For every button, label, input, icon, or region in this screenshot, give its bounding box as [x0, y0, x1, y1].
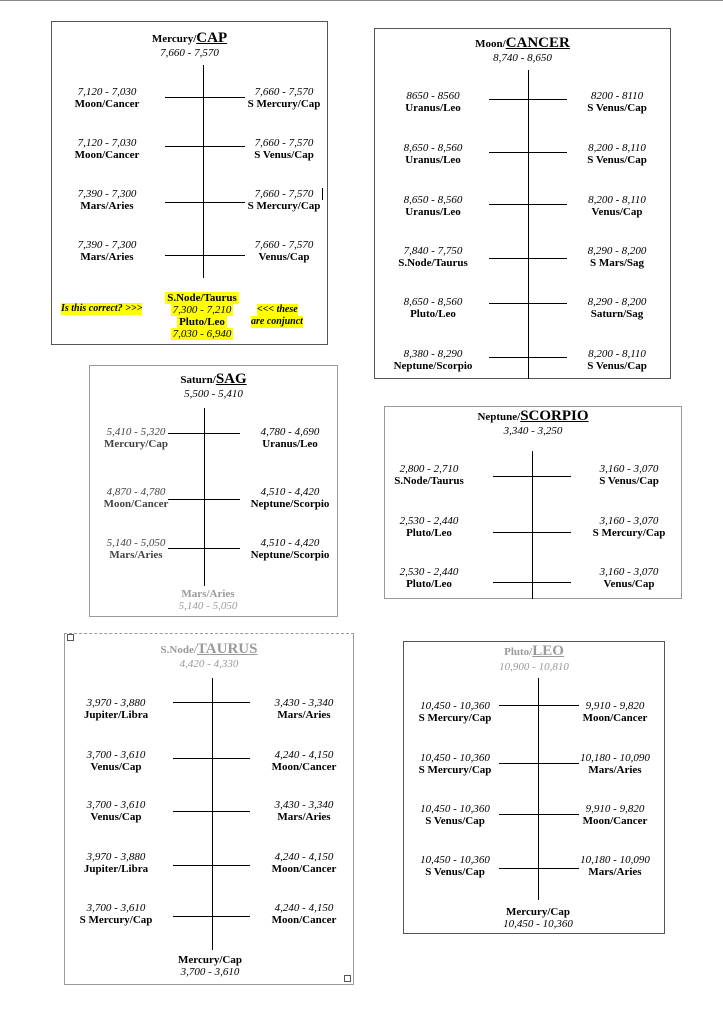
panel-title — [65, 643, 353, 657]
connector-line — [173, 702, 250, 703]
panel-mercury-cap — [51, 21, 328, 345]
vertical-axis — [538, 678, 539, 900]
entry-name: Mars/Aries — [109, 549, 163, 561]
entry-name: Venus/Cap — [90, 811, 142, 823]
entry-name: Moon/Cancer — [582, 815, 648, 827]
connector-line — [168, 548, 240, 549]
left-entry — [96, 426, 176, 450]
entry-range: 8,200 - 8,110 — [588, 348, 646, 360]
vertical-axis — [212, 678, 213, 950]
right-entry — [570, 854, 660, 878]
entry-range: 8,290 - 8,200 — [587, 296, 647, 308]
entry-range: 7,120 - 7,030 — [77, 137, 137, 149]
connector-line — [489, 204, 567, 205]
bottom-name: Mercury/Cap — [178, 954, 242, 966]
left-entry — [387, 463, 471, 487]
entry-range: 2,800 - 2,710 — [399, 463, 459, 475]
title-prefix: Neptune/ — [477, 411, 521, 423]
resize-handle-icon[interactable] — [344, 975, 351, 982]
right-entry — [242, 86, 326, 110]
entry-range: 3,700 - 3,610 — [86, 902, 146, 914]
panel-range: 8,740 - 8,650 — [493, 52, 552, 64]
bottom-block — [488, 906, 588, 930]
entry-name: Venus/Cap — [258, 251, 310, 263]
entry-range: 7,660 - 7,570 — [254, 188, 314, 200]
left-entry — [67, 239, 147, 263]
left-entry — [389, 296, 477, 320]
note-is-this-correct: Is this correct? >>> — [61, 303, 143, 314]
left-entry — [67, 86, 147, 110]
entry-range: 3,430 - 3,340 — [274, 697, 334, 709]
right-entry — [585, 463, 673, 487]
panel-range: 4,420 - 4,330 — [179, 658, 239, 670]
bottom-range: 7,300 - 7,210 — [172, 304, 232, 316]
entry-range: 8,380 - 8,290 — [403, 348, 463, 360]
entry-name: Neptune/Scorpio — [250, 549, 330, 561]
bottom-name: S.Node/Taurus — [167, 292, 237, 304]
left-entry — [410, 752, 500, 776]
vertical-axis — [204, 408, 205, 586]
entry-name: Mars/Aries — [80, 251, 134, 263]
entry-name: Pluto/Leo — [410, 308, 456, 320]
entry-range: 2,530 - 2,440 — [399, 566, 459, 578]
entry-name: S Venus/Cap — [587, 360, 647, 372]
entry-range: 7,660 - 7,570 — [254, 86, 314, 98]
entry-range: 3,700 - 3,610 — [86, 799, 146, 811]
connector-line — [165, 202, 245, 203]
title-prefix: Saturn/ — [180, 374, 216, 386]
left-entry — [71, 749, 161, 773]
entry-range: 3,970 - 3,880 — [86, 697, 146, 709]
entry-range: 8,200 - 8,110 — [588, 142, 646, 154]
entry-name: Moon/Cancer — [74, 98, 140, 110]
connector-line — [173, 865, 250, 866]
entry-range: 4,510 - 4,420 — [260, 486, 320, 498]
entry-name: Venus/Cap — [90, 761, 142, 773]
entry-range: 4,510 - 4,420 — [260, 537, 320, 549]
entry-range: 7,660 - 7,570 — [254, 239, 314, 251]
title-main: SAG — [215, 371, 247, 387]
title-prefix: Moon/ — [475, 38, 506, 50]
left-entry — [96, 537, 176, 561]
entry-range: 3,160 - 3,070 — [599, 566, 659, 578]
right-entry — [585, 515, 673, 539]
vertical-axis — [528, 70, 529, 379]
left-entry — [410, 803, 500, 827]
left-entry — [389, 90, 477, 114]
entry-name: Mars/Aries — [277, 709, 331, 721]
title-main: CANCER — [505, 35, 570, 51]
title-main: SCORPIO — [520, 408, 589, 424]
panel-title — [385, 410, 681, 424]
note-are-conjunct: are conjunct — [251, 316, 303, 327]
bottom-name: Pluto/Leo — [179, 316, 225, 328]
entry-range: 8,650 - 8,560 — [403, 296, 463, 308]
entry-range: 10,450 - 10,360 — [420, 803, 490, 815]
entry-range: 8,650 - 8,560 — [403, 194, 463, 206]
right-entry — [248, 486, 332, 510]
entry-range: 8,650 - 8,560 — [403, 142, 463, 154]
entry-name: Venus/Cap — [603, 578, 655, 590]
right-entry — [260, 697, 348, 721]
top-border-line — [0, 0, 723, 1]
panel-title — [90, 373, 337, 387]
entry-name: S Mercury/Cap — [418, 764, 492, 776]
title-prefix: Pluto/ — [504, 646, 533, 658]
entry-name: Moon/Cancer — [271, 863, 337, 875]
entry-name: Mars/Aries — [80, 200, 134, 212]
move-handle-icon[interactable] — [67, 634, 74, 641]
right-entry — [260, 851, 348, 875]
entry-name: S Mercury/Cap — [592, 527, 666, 539]
right-entry — [570, 752, 660, 776]
entry-range: 4,240 - 4,150 — [274, 749, 334, 761]
entry-name: S Venus/Cap — [587, 102, 647, 114]
title-prefix: S.Node/ — [160, 644, 197, 656]
entry-range: 7,390 - 7,300 — [77, 239, 137, 251]
right-entry — [573, 245, 661, 269]
title-main: LEO — [532, 643, 564, 659]
connector-line — [499, 868, 579, 869]
entry-name: S Venus/Cap — [599, 475, 659, 487]
panel-range: 7,660 - 7,570 — [160, 47, 219, 59]
entry-name: Neptune/Scorpio — [393, 360, 473, 372]
entry-name: S Venus/Cap — [254, 149, 314, 161]
entry-range: 9,910 - 9,820 — [585, 700, 645, 712]
right-entry — [573, 194, 661, 218]
left-entry — [389, 142, 477, 166]
connector-line — [499, 705, 579, 706]
panel-title — [52, 32, 327, 46]
entry-range: 10,180 - 10,090 — [580, 752, 650, 764]
right-entry — [570, 700, 660, 724]
title-prefix: Mercury/ — [151, 33, 197, 45]
right-entry — [242, 137, 326, 161]
connector-line — [165, 97, 245, 98]
right-entry — [573, 142, 661, 166]
entry-name: Pluto/Leo — [406, 527, 452, 539]
panel-moon-cancer — [374, 28, 671, 379]
entry-range: 10,450 - 10,360 — [420, 854, 490, 866]
right-entry — [260, 799, 348, 823]
panel-saturn-sag — [89, 365, 338, 617]
vertical-axis — [532, 451, 533, 599]
entry-name: Uranus/Leo — [405, 206, 461, 218]
entry-name: S Venus/Cap — [587, 154, 647, 166]
connector-line — [499, 763, 579, 764]
connector-line — [168, 499, 240, 500]
entry-name: Saturn/Sag — [590, 308, 644, 320]
entry-range: 8,290 - 8,200 — [587, 245, 647, 257]
left-entry — [71, 697, 161, 721]
entry-name: Uranus/Leo — [405, 154, 461, 166]
connector-line — [493, 582, 571, 583]
text-cursor-mark — [322, 188, 323, 200]
panel-neptune-scorpio — [384, 406, 682, 599]
note-these: <<< these — [257, 304, 298, 315]
connector-line — [489, 357, 567, 358]
entry-name: Mars/Aries — [588, 764, 642, 776]
entry-range: 7,660 - 7,570 — [254, 137, 314, 149]
panel-title — [404, 645, 664, 659]
panel-snode-taurus — [64, 633, 354, 985]
entry-name: Mars/Aries — [588, 866, 642, 878]
entry-range: 3,160 - 3,070 — [599, 463, 659, 475]
bottom-block — [164, 588, 252, 612]
entry-name: S.Node/Taurus — [398, 257, 468, 269]
left-entry — [387, 515, 471, 539]
connector-line — [489, 152, 567, 153]
title-main: CAP — [196, 30, 228, 46]
entry-name: Moon/Cancer — [74, 149, 140, 161]
entry-name: S Mercury/Cap — [79, 914, 153, 926]
left-entry — [389, 348, 477, 372]
right-entry — [248, 537, 332, 561]
right-entry — [260, 902, 348, 926]
connector-line — [165, 255, 245, 256]
entry-name: Neptune/Scorpio — [250, 498, 330, 510]
entry-range: 10,450 - 10,360 — [420, 752, 490, 764]
connector-line — [489, 303, 567, 304]
entry-range: 3,160 - 3,070 — [599, 515, 659, 527]
entry-name: Mercury/Cap — [104, 438, 168, 450]
bottom-block — [165, 954, 255, 978]
entry-name: Pluto/Leo — [406, 578, 452, 590]
title-main: TAURUS — [196, 641, 258, 657]
entry-range: 5,410 - 5,320 — [106, 426, 166, 438]
left-entry — [67, 188, 147, 212]
connector-line — [173, 916, 250, 917]
left-entry — [71, 902, 161, 926]
right-entry — [570, 803, 660, 827]
entry-range: 8650 - 8560 — [406, 90, 460, 102]
entry-name: Jupiter/Libra — [83, 863, 149, 875]
left-entry — [71, 851, 161, 875]
entry-range: 7,840 - 7,750 — [403, 245, 463, 257]
right-entry — [585, 566, 673, 590]
left-entry — [389, 194, 477, 218]
entry-range: 4,240 - 4,150 — [274, 902, 334, 914]
connector-line — [489, 258, 567, 259]
entry-name: S Mercury/Cap — [247, 98, 321, 110]
panel-range: 5,500 - 5,410 — [184, 388, 243, 400]
right-entry — [248, 426, 332, 450]
entry-range: 4,870 - 4,780 — [106, 486, 166, 498]
left-entry — [410, 854, 500, 878]
entry-range: 3,970 - 3,880 — [86, 851, 146, 863]
right-entry — [242, 188, 326, 212]
bottom-range: 7,030 - 6,940 — [172, 328, 232, 340]
entry-range: 7,120 - 7,030 — [77, 86, 137, 98]
entry-range: 3,430 - 3,340 — [274, 799, 334, 811]
right-entry — [573, 296, 661, 320]
entry-name: Jupiter/Libra — [83, 709, 149, 721]
entry-range: 4,240 - 4,150 — [274, 851, 334, 863]
left-entry — [96, 486, 176, 510]
connector-line — [173, 811, 250, 812]
connector-line — [168, 433, 240, 434]
left-entry — [389, 245, 477, 269]
right-entry — [573, 348, 661, 372]
bottom-range: 5,140 - 5,050 — [178, 600, 238, 612]
entry-name: Venus/Cap — [591, 206, 643, 218]
entry-name: Mars/Aries — [277, 811, 331, 823]
connector-line — [493, 532, 571, 533]
entry-name: S Mercury/Cap — [247, 200, 321, 212]
entry-range: 9,910 - 9,820 — [585, 803, 645, 815]
connector-line — [499, 814, 579, 815]
conjunct-bottom-block — [152, 292, 252, 340]
panel-range: 10,900 - 10,810 — [499, 661, 569, 673]
right-entry — [260, 749, 348, 773]
bottom-range: 3,700 - 3,610 — [180, 966, 240, 978]
right-entry — [242, 239, 326, 263]
entry-name: Uranus/Leo — [405, 102, 461, 114]
bottom-name: Mars/Aries — [181, 588, 235, 600]
entry-name: Moon/Cancer — [582, 712, 648, 724]
bottom-name: Mercury/Cap — [506, 906, 570, 918]
entry-range: 8,200 - 8,110 — [588, 194, 646, 206]
entry-range: 10,180 - 10,090 — [580, 854, 650, 866]
entry-range: 4,780 - 4,690 — [260, 426, 320, 438]
panel-range: 3,340 - 3,250 — [503, 425, 563, 437]
left-entry — [71, 799, 161, 823]
entry-name: S.Node/Taurus — [394, 475, 464, 487]
entry-name: S Mercury/Cap — [418, 712, 492, 724]
entry-name: S Venus/Cap — [425, 815, 485, 827]
left-entry — [387, 566, 471, 590]
left-entry — [410, 700, 500, 724]
entry-name: Uranus/Leo — [262, 438, 318, 450]
entry-range: 8200 - 8110 — [590, 90, 644, 102]
entry-range: 5,140 - 5,050 — [106, 537, 166, 549]
entry-name: Moon/Cancer — [271, 914, 337, 926]
left-entry — [67, 137, 147, 161]
entry-range: 7,390 - 7,300 — [77, 188, 137, 200]
right-entry — [573, 90, 661, 114]
entry-range: 3,700 - 3,610 — [86, 749, 146, 761]
panel-pluto-leo — [403, 641, 665, 934]
connector-line — [173, 758, 250, 759]
entry-name: S Mars/Sag — [589, 257, 645, 269]
panel-title — [375, 37, 670, 51]
entry-range: 2,530 - 2,440 — [399, 515, 459, 527]
entry-name: Moon/Cancer — [103, 498, 169, 510]
entry-range: 10,450 - 10,360 — [420, 700, 490, 712]
entry-name: S Venus/Cap — [425, 866, 485, 878]
connector-line — [493, 476, 571, 477]
connector-line — [489, 99, 567, 100]
bottom-range: 10,450 - 10,360 — [503, 918, 573, 930]
connector-line — [165, 146, 245, 147]
entry-name: Moon/Cancer — [271, 761, 337, 773]
